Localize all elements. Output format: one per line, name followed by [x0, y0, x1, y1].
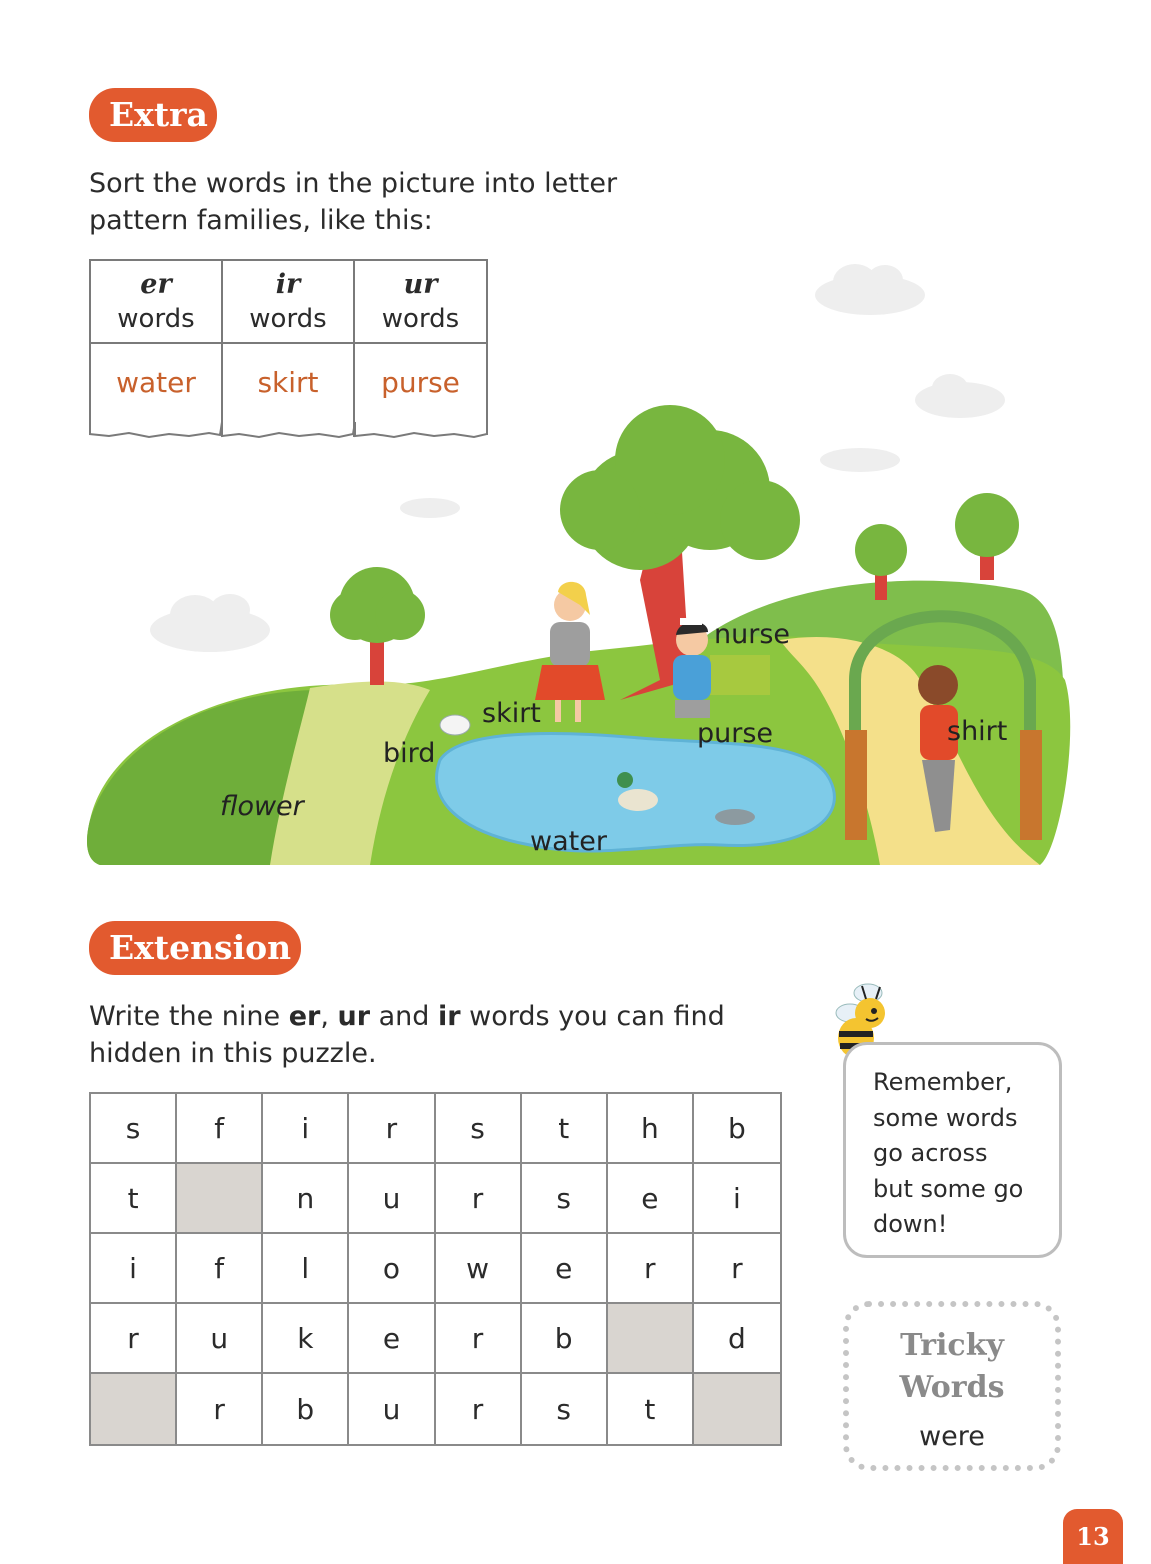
grid-cell: d: [694, 1304, 780, 1374]
reminder-line: some words: [873, 1103, 1018, 1132]
grid-cell: f: [177, 1094, 263, 1164]
arch-post: [845, 730, 867, 840]
word-search-grid: [89, 1092, 782, 1446]
header-pattern: er: [140, 269, 172, 300]
instruction-text: words you can find hidden in this puzzle.: [89, 1001, 725, 1069]
grid-cell: e: [608, 1164, 694, 1234]
reminder-line: down!: [873, 1210, 948, 1238]
tricky-title-line: Words: [899, 1370, 1005, 1405]
grid-cell: r: [436, 1304, 522, 1374]
grid-cell: b: [263, 1374, 349, 1444]
grid-cell: b: [522, 1304, 608, 1374]
extra-instruction: Sort the words in the picture into letter pattern families, like this:: [89, 168, 618, 236]
grid-cell-blank: [91, 1374, 177, 1444]
scene-word-flower: flower: [220, 791, 304, 822]
grid-cell: u: [349, 1374, 435, 1444]
instruction-bold-ur: ur: [337, 1001, 371, 1032]
nurse-legs: [675, 700, 710, 718]
grid-cell: i: [263, 1094, 349, 1164]
tricky-words-title: [849, 1325, 1055, 1409]
tree-canopy: [955, 493, 1019, 557]
grid-cell: l: [263, 1234, 349, 1304]
grid-cell: k: [263, 1304, 349, 1374]
grid-cell: w: [436, 1234, 522, 1304]
grid-cell: s: [522, 1164, 608, 1234]
reminder-box: [843, 1042, 1062, 1258]
scene-word-nurse: nurse: [714, 619, 791, 650]
grid-cell: s: [522, 1374, 608, 1444]
tree-canopy: [855, 524, 907, 576]
grid-cell: u: [177, 1304, 263, 1374]
scene-word-skirt: skirt: [482, 698, 541, 729]
girl-leg: [575, 700, 581, 722]
rock: [715, 809, 755, 825]
grid-cell: t: [91, 1164, 177, 1234]
tricky-words-box: [843, 1301, 1061, 1471]
nurse-cap: [680, 618, 702, 625]
scene-word-water: water: [530, 826, 607, 857]
grid-cell: r: [177, 1374, 263, 1444]
tricky-word: were: [919, 1421, 985, 1452]
grid-cell: r: [436, 1164, 522, 1234]
scene-word-shirt: shirt: [947, 716, 1008, 747]
duck-figure: [618, 789, 658, 811]
big-tree-canopy: [560, 405, 800, 570]
grid-cell: o: [349, 1234, 435, 1304]
example-er: water: [91, 344, 223, 437]
example-ur: purse: [381, 366, 460, 399]
grid-cell: r: [349, 1094, 435, 1164]
reminder-line: go across: [873, 1139, 988, 1167]
tricky-title-line: Tricky: [900, 1328, 1004, 1363]
extension-instruction: [89, 998, 789, 1072]
arch-post: [1020, 730, 1042, 840]
grid-cell-blank: [608, 1304, 694, 1374]
grid-cell: t: [522, 1094, 608, 1164]
grid-cell-blank: [694, 1374, 780, 1444]
grid-cell: n: [263, 1164, 349, 1234]
instruction-text: Write the nine: [89, 1001, 289, 1032]
grid-cell: s: [91, 1094, 177, 1164]
grid-cell: r: [436, 1374, 522, 1444]
grid-cell: r: [694, 1234, 780, 1304]
scene-word-bird: bird: [383, 738, 436, 769]
bench: [710, 655, 770, 695]
small-tree-canopy: [330, 567, 425, 643]
grid-cell: i: [91, 1234, 177, 1304]
bird-figure: [440, 715, 470, 735]
nurse-top: [673, 655, 711, 700]
grid-cell: u: [349, 1164, 435, 1234]
reminder-line: Remember,: [873, 1068, 1013, 1096]
instruction-text: and: [370, 1001, 439, 1032]
instruction-bold-ir: ir: [438, 1001, 461, 1032]
girl-skirt: [535, 665, 605, 700]
grid-cell: f: [177, 1234, 263, 1304]
grid-cell: e: [522, 1234, 608, 1304]
example-ir: skirt: [223, 344, 355, 437]
park-scene-illustration: [80, 260, 1080, 900]
grid-cell: e: [349, 1304, 435, 1374]
grid-cell: b: [694, 1094, 780, 1164]
grid-cell: t: [608, 1374, 694, 1444]
header-pattern: ir: [275, 269, 301, 300]
grid-cell: i: [694, 1164, 780, 1234]
grid-cell: s: [436, 1094, 522, 1164]
boy-figure: [918, 665, 958, 705]
scene-word-purse: purse: [697, 718, 774, 749]
duck-head: [617, 772, 633, 788]
instruction-text: ,: [320, 1001, 338, 1032]
page-number: 13: [1063, 1509, 1123, 1564]
header-word: words: [249, 304, 327, 334]
header-pattern: ur: [403, 269, 438, 300]
header-word: words: [117, 304, 195, 334]
grid-cell: h: [608, 1094, 694, 1164]
instruction-bold-er: er: [288, 1001, 321, 1032]
girl-leg: [555, 700, 561, 722]
extra-heading: Extra: [89, 88, 217, 142]
grid-cell-blank: [177, 1164, 263, 1234]
extension-heading: Extension: [89, 921, 301, 975]
grid-cell: r: [91, 1304, 177, 1374]
header-word: words: [381, 304, 460, 334]
grid-cell: r: [608, 1234, 694, 1304]
reminder-line: but some go: [873, 1174, 1024, 1203]
girl-top: [550, 622, 590, 667]
